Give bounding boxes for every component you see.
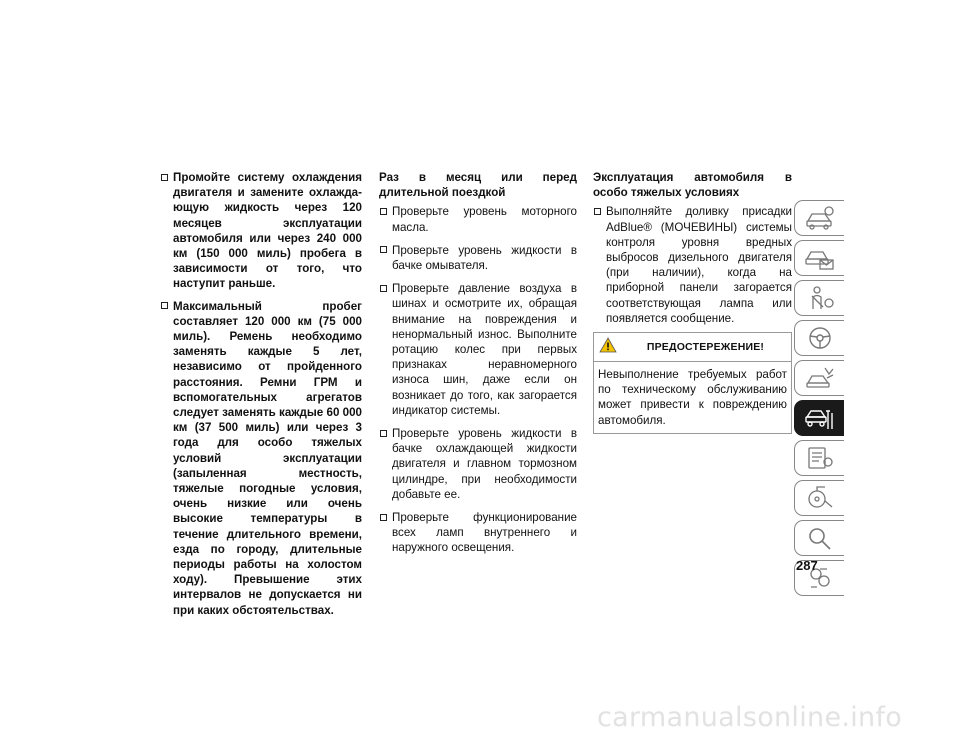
bullet-box-icon bbox=[380, 514, 387, 521]
bullet-box-icon bbox=[380, 208, 387, 215]
chapter-tabs bbox=[794, 200, 844, 600]
warning-box bbox=[593, 332, 792, 434]
tab-chapter-3[interactable] bbox=[794, 280, 844, 316]
tab-chapter-7[interactable] bbox=[794, 440, 844, 476]
tab-chapter-8[interactable] bbox=[794, 480, 844, 516]
monthly-checklist bbox=[379, 204, 577, 555]
bullet-box-icon bbox=[380, 430, 387, 437]
spec-list-icon bbox=[805, 445, 835, 471]
coolant-belt-list bbox=[160, 170, 362, 618]
tab-chapter-1[interactable] bbox=[794, 200, 844, 236]
list-item: Промойте систему охлаждения двигателя и замените охлаждающую жидкость через 120 месяцев эксплуатации автомобиля или через 240 000 км (150 000 миль) пробега в зависимости от того, что наступит раньше. bbox=[160, 170, 362, 292]
tab-chapter-4[interactable] bbox=[794, 320, 844, 356]
warning-header bbox=[594, 333, 791, 362]
list-item: Проверьте уровень жидкости в бачке охлаждающей жидкости двигателя и главном тормозном цилиндре, при необходимости добавьте ее. bbox=[379, 426, 577, 502]
section-heading-severe: Эксплуатация автомобиля в особо тяжелых условиях bbox=[593, 171, 792, 200]
bullet-box-icon bbox=[161, 174, 168, 181]
list-item: Максимальный пробег составляет 120 000 км (75 000 миль). Ремень необходимо заменять каждые 5 лет, независимо от пройденного расстояния. Ремни ГРМ и вспомогательных агрегатов следует заменять каждые 60 000 км (37 500 миль) или через 3 года для особо тяжелых условий эксплуатации (запыленная местность, тяжелые погодные условия, очень низкие или очень высокие температуры в течение длительного времени, езда по городу, длительные периоды работы на холостом ходу). Превышение этих интервалов не допускается ни при каких обстоятельствах. bbox=[160, 299, 362, 618]
column-right bbox=[593, 170, 792, 434]
bullet-box-icon bbox=[380, 285, 387, 292]
car-service-icon bbox=[805, 405, 835, 431]
page-number: 287 bbox=[796, 558, 818, 573]
warning-triangle-icon bbox=[599, 337, 617, 353]
tab-chapter-5[interactable] bbox=[794, 360, 844, 396]
car-dashboard-icon bbox=[805, 205, 835, 231]
car-seatbelt-icon bbox=[805, 285, 835, 311]
car-crash-icon bbox=[805, 365, 835, 391]
list-item: Проверьте уровень моторного масла. bbox=[379, 204, 577, 234]
column-left bbox=[160, 170, 362, 625]
list-item: Проверьте уровень жидкости в бачке омывателя. bbox=[379, 243, 577, 273]
watermark: carmanualsonline.info bbox=[597, 702, 903, 733]
magnifier-icon bbox=[805, 525, 835, 551]
warning-title: ПРЕДОСТЕРЕЖЕНИЕ! bbox=[646, 341, 765, 354]
bullet-box-icon bbox=[380, 246, 387, 253]
bullet-box-icon bbox=[594, 208, 601, 215]
warning-text: Невыполнение требуемых работ по техническому обслуживанию может привести к повреждению автомобиля. bbox=[598, 368, 787, 427]
list-item: Выполняйте доливку присадки AdBlue® (МОЧЕВИНЫ) системы контроля уровня вредных выбросов дизельного двигателя (при наличии), когда на приборной панели загорается соответствующая лампа или появляется сообщение. bbox=[593, 204, 792, 326]
column-middle bbox=[379, 170, 577, 564]
list-item: Проверьте функционирование всех ламп внутреннего и наружного освещения. bbox=[379, 510, 577, 556]
steering-wheel-icon bbox=[805, 325, 835, 351]
tab-chapter-2[interactable] bbox=[794, 240, 844, 276]
car-mail-icon bbox=[805, 245, 835, 271]
bullet-box-icon bbox=[161, 302, 168, 309]
severe-conditions-list bbox=[593, 204, 792, 326]
multimedia-icon bbox=[805, 485, 835, 511]
tab-chapter-9[interactable] bbox=[794, 520, 844, 556]
section-heading-monthly: Раз в месяц или перед длительной поездкой bbox=[379, 171, 577, 200]
list-item: Проверьте давление воздуха в шинах и осмотрите их, обращая внимание на повреждения и ненормальный износ. Выполните ротацию колес при первых признаках неравномерного износа шин, даже если он возникает до того, как загорается индикатор системы. bbox=[379, 281, 577, 418]
tab-chapter-6-active[interactable] bbox=[794, 400, 844, 436]
